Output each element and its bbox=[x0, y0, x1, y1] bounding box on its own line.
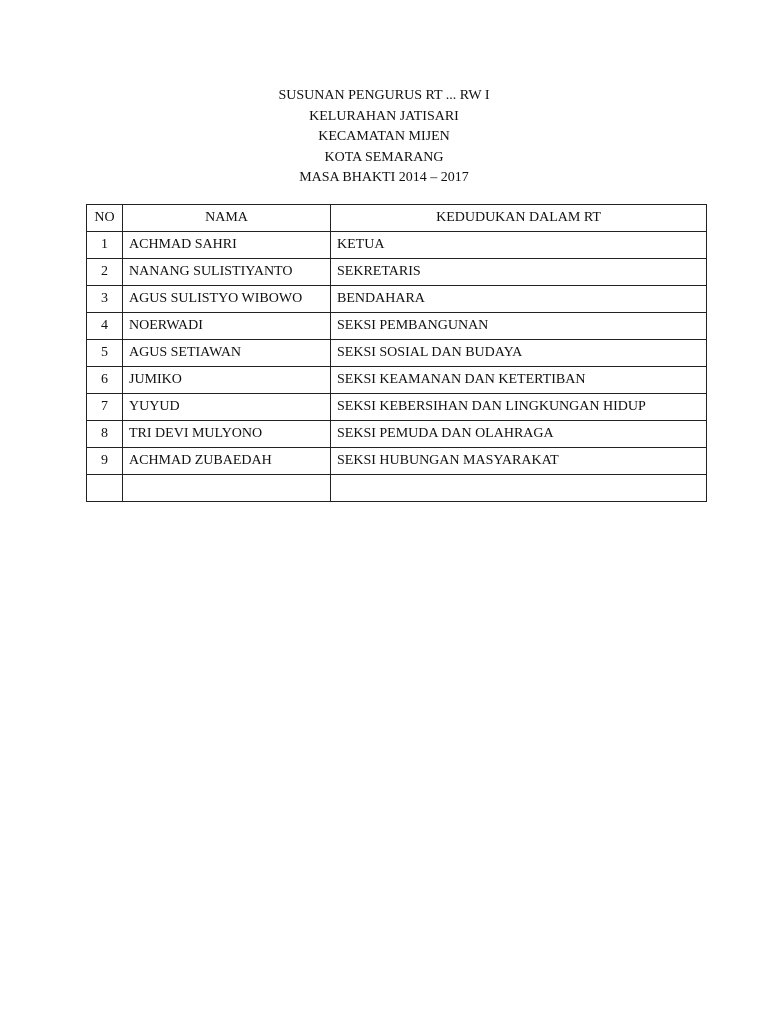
cell-kedudukan: SEKRETARIS bbox=[331, 259, 707, 286]
cell-no: 1 bbox=[87, 232, 123, 259]
cell-nama: JUMIKO bbox=[123, 367, 331, 394]
cell-nama: AGUS SULISTYO WIBOWO bbox=[123, 286, 331, 313]
header-nama: NAMA bbox=[123, 205, 331, 232]
table-row bbox=[87, 286, 707, 313]
cell-no bbox=[87, 475, 123, 502]
cell-no: 9 bbox=[87, 448, 123, 475]
table-row bbox=[87, 232, 707, 259]
cell-nama: AGUS SETIAWAN bbox=[123, 340, 331, 367]
heading-kota: KOTA SEMARANG bbox=[324, 149, 444, 165]
cell-kedudukan: SEKSI PEMUDA DAN OLAHRAGA bbox=[331, 421, 707, 448]
table-row bbox=[87, 421, 707, 448]
cell-no: 4 bbox=[87, 313, 123, 340]
table-row-empty bbox=[87, 475, 707, 502]
cell-kedudukan: SEKSI KEBERSIHAN DAN LINGKUNGAN HIDUP bbox=[331, 394, 707, 421]
heading-masa-bhakti: MASA BHAKTI 2014 – 2017 bbox=[299, 170, 469, 185]
cell-nama: YUYUD bbox=[123, 394, 331, 421]
cell-kedudukan: SEKSI KEAMANAN DAN KETERTIBAN bbox=[331, 367, 707, 394]
heading-title: SUSUNAN PENGURUS RT ... RW I bbox=[278, 88, 490, 103]
table-row bbox=[87, 448, 707, 475]
cell-nama: NANANG SULISTIYANTO bbox=[123, 259, 331, 286]
header-no: NO bbox=[87, 205, 123, 232]
cell-nama: TRI DEVI MULYONO bbox=[123, 421, 331, 448]
cell-nama bbox=[123, 475, 331, 502]
cell-kedudukan: BENDAHARA bbox=[331, 286, 707, 313]
cell-kedudukan bbox=[331, 475, 707, 502]
header-kedudukan: KEDUDUKAN DALAM RT bbox=[331, 205, 707, 232]
cell-nama: ACHMAD SAHRI bbox=[123, 232, 331, 259]
table-row bbox=[87, 394, 707, 421]
cell-no: 7 bbox=[87, 394, 123, 421]
table-header-row bbox=[87, 205, 707, 232]
cell-kedudukan: SEKSI SOSIAL DAN BUDAYA bbox=[331, 340, 707, 367]
heading-kecamatan: KECAMATAN MIJEN bbox=[318, 129, 450, 144]
cell-kedudukan: KETUA bbox=[331, 232, 707, 259]
cell-nama: ACHMAD ZUBAEDAH bbox=[123, 448, 331, 475]
table-row bbox=[87, 259, 707, 286]
cell-no: 8 bbox=[87, 421, 123, 448]
pengurus-table bbox=[86, 204, 707, 502]
cell-no: 3 bbox=[87, 286, 123, 313]
cell-kedudukan: SEKSI HUBUNGAN MASYARAKAT bbox=[331, 448, 707, 475]
table-row bbox=[87, 367, 707, 394]
cell-no: 2 bbox=[87, 259, 123, 286]
cell-no: 6 bbox=[87, 367, 123, 394]
cell-nama: NOERWADI bbox=[123, 313, 331, 340]
table-row bbox=[87, 313, 707, 340]
cell-no: 5 bbox=[87, 340, 123, 367]
table-row bbox=[87, 340, 707, 367]
heading-kelurahan: KELURAHAN JATISARI bbox=[309, 108, 459, 124]
document-heading bbox=[0, 86, 768, 189]
cell-kedudukan: SEKSI PEMBANGUNAN bbox=[331, 313, 707, 340]
